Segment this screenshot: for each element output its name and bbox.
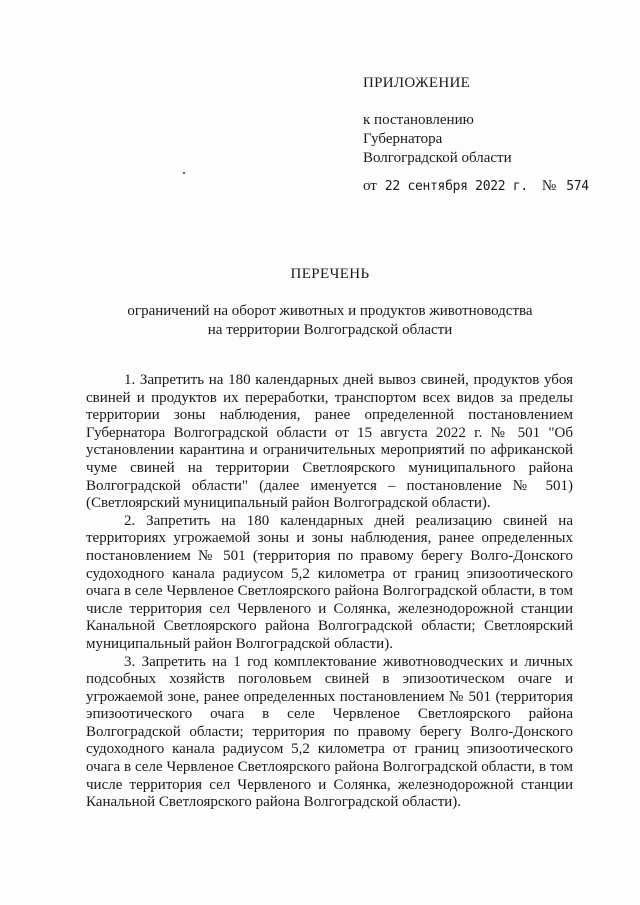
number-value: 574 — [566, 179, 589, 194]
appendix-label: ПРИЛОЖЕНИЕ — [363, 75, 471, 91]
subtitle-line: на территории Волгоградской области — [207, 322, 453, 338]
subtitle-line: ограничений на оборот животных и продуктов животноводства — [127, 303, 533, 319]
appendix-header — [363, 74, 512, 168]
document-subtitle — [0, 302, 640, 340]
number-prefix: № — [541, 178, 557, 194]
scan-speck — [183, 172, 185, 174]
date-number-line — [363, 178, 589, 195]
document-title: ПЕРЕЧЕНЬ — [290, 266, 370, 282]
header-line: Волгоградской области — [363, 150, 512, 166]
document-body — [86, 372, 573, 812]
paragraph-2: 2. Запретить на 180 календарных дней реализацию свиней на территориях угрожаемой зоны и зоны наблюдения, ранее определенных постановлением № 501 (территория по правому берегу Волго-Донского судоходного канала радиусом 5,2 километра от границ эпизоотического очага в селе Червленое Светлоярского района Волгоградской области, в том числе территория сел Червленого и Солянка, железнодорожной станции Канальной Светлоярского района Волгоградской области; Светлоярский муниципальный район Волгоградской области). — [86, 512, 573, 652]
header-line: Губернатора — [363, 131, 443, 147]
date-value: 22 сентября 2022 г. — [384, 179, 528, 194]
header-line: к постановлению — [363, 112, 474, 128]
paragraph-3: 3. Запретить на 1 год комплектование животноводческих и личных подсобных хозяйств поголовьем свиней в эпизоотическом очаге и угрожаемой зоне, ранее определенных постановлением № 501 (территория эпизоотического очага в селе Червленое Светлоярского района Волгоградской области; территория по правому берегу Волго-Донского судоходного канала радиусом 5,2 километра от границ эпизоотического очага в селе Червленое Светлоярского района Волгоградской области, в том числе территория сел Червленого и Солянка, железнодорожной станции Канальной Светлоярского района Волгоградской области). — [86, 653, 573, 811]
date-prefix: от — [363, 178, 377, 194]
paragraph-1: 1. Запретить на 180 календарных дней вывоз свиней, продуктов убоя свиней и продуктов их переработки, транспортом всех видов за пределы территории зоны наблюдения, ранее определенной постановлением Губернатора Волгоградской области от 15 августа 2022 г. № 501 "Об установлении карантина и ограничительных мероприятий по африканской чуме свиней на территории Светлоярского муниципального района Волгоградской области" (далее именуется – постановление № 501) (Светлоярский муниципальный район Волгоградской области). — [86, 372, 573, 512]
